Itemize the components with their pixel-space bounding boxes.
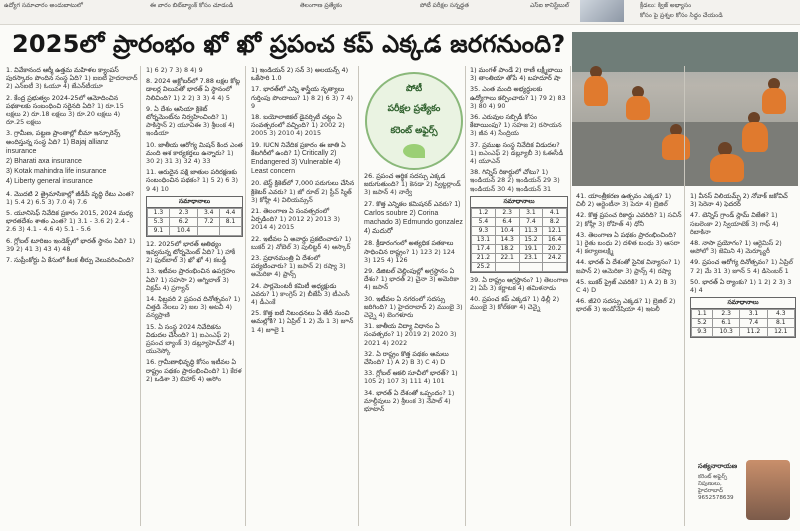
question-text: 4. మెుదటి 2 త్రైమాసికాల్లో జీడీపీ వృద్ధి రేటు ఎంత? [6,189,134,198]
answer-cell [519,262,543,271]
answer-cell [198,226,220,235]
answer-cell: 7.4 [519,217,543,226]
answer-table [470,196,568,273]
question-item [690,239,796,255]
question-item [251,207,356,232]
answer-cell: 8.1 [220,217,242,226]
answer-cell: 8.1 [767,319,794,328]
column-divider [465,66,466,526]
question-item [690,192,796,208]
question-text: 31. జాతీయ విద్యా విధానం ఏ సంవత్సరం? [364,322,440,339]
answer-cell: 5.4 [472,217,496,226]
question-item [576,297,682,313]
question-options: 1) జో రూట్ 2) స్టీవ్ స్మిత్ 3) కోహ్లీ 4) విలియమ్సన్ [251,187,352,204]
answer-cell: 13.1 [472,235,496,244]
question-text: 13. ఇటీవల ప్రారంభించిన ఉపగ్రహం ఏది? [146,267,235,284]
question-item [470,276,568,292]
question-text: 26. ప్రపంచ ఆర్థిక సదస్సు ఎక్కడ జరుగుతుంది? [364,172,446,189]
question-text: 28. క్రీడారంగంలో అత్యధిక పతకాలు సాధించిన రాష్ట్రం? [364,239,454,256]
question-text: 2. కేంద్ర ప్రభుత్వం 2024-25లో ఆమోదించిన పథకాలకు సంబంధించి సరైనది ఏది? [6,93,119,110]
question-options: 1) రైతు బంధు 2) దళిత బంధు 3) ఆసరా 4) కల్యాణలక్ష్మి [576,239,680,256]
question-options: 1) 39 2) 41 3) 43 4) 48 [6,236,136,253]
question-item [6,167,138,176]
question-text: 15. ఏ సంస్థ 2024 నివేదికను విడుదల చేసింది? [146,322,221,339]
question-text: 36. ఎరువుల సబ్సిడీ కోసం కేటాయింపు? [470,113,538,130]
answer-cell: 2.3 [169,208,197,217]
question-options: 1) ఢిల్లీ 2) ముంబై 3) కోల్‌కతా 4) చెన్నై [470,295,560,312]
question-text: 14. ఫిబ్రవరి 2 ప్రపంచ దినోత్సవం? [146,295,232,304]
answer-table [690,297,796,338]
headline: 2025లో ప్రారంభం ఖో ఖో ప్రపంచ కప్ ఎక్కడ జరగనుంది? [12,30,566,58]
question-item [251,254,356,279]
question-options: 1) 2012 2) 2013 3) 2014 4) 2015 [251,215,340,232]
question-item [364,239,463,264]
answer-cell [543,262,567,271]
question-text: 35. ఎంత మంది అభ్యర్థులకు ఉద్యోగాలు కల్పించారు? [470,85,543,102]
question-item [364,389,463,414]
question-options: 1) చిలీ 2) అర్జెంటీనా 3) పెరూ 4) బ్రెజిల్ [576,192,672,209]
question-text: 6. గ్లోబల్ టూరిజం ఇండెక్స్‌లో భారత్ స్థానం ఏది? [6,236,127,245]
question-item [146,267,243,292]
question-item [251,113,356,138]
answer-cell: 10.3 [712,328,739,337]
question-item [470,295,568,311]
question-text: 43. తెలంగాణ ఏ పథకం ప్రారంభించింది? [576,230,677,239]
answer-cell: 11.3 [519,226,543,235]
question-text: 38. గిన్నిస్ రికార్డులో చోటు? [470,168,540,177]
question-text: 48. నాసా ప్రయోగం? [690,239,743,248]
question-text: 19. IUCN నివేదిక ప్రకారం ఈ జాతి ఏ కేటగిరీలో ఉంది? [251,140,346,157]
question-text: 1. వివేకానంద ఆర్మీ ఉత్తమ మహిళల క్యాంపస్ పురస్కారం పొందిన సంస్థ ఏది? [6,66,119,83]
answer-cell [495,262,519,271]
question-text: 34. భారత్ ఏ దేశంతో ఒప్పందం? [364,388,446,397]
answer-cell: 24.2 [543,253,567,262]
question-options: 1) మాల్దీవులు 2) శ్రీలంక 3) నేపాల్ 4) భూటాన్ [364,388,455,414]
answer-cell: 4.3 [767,310,794,319]
question-text: 18. బయోలాజికల్ డైవర్సిటీ చట్టం ఏ సంవత్సరంలో వచ్చింది? [251,113,342,130]
question-options: 1) 6 2) 7 3) 8 4) 9 [146,66,203,74]
answer-cell: 12.1 [767,328,794,337]
answer-cell: 3.1 [519,208,543,217]
question-text: 47. టెన్నిస్ గ్రాండ్ స్లామ్ విజేత? [690,211,769,220]
question-item [576,278,682,294]
question-text: 7. సుప్రీంకోర్టు ఏ కేసులో కీలక తీర్పు వెలువరించింది? [6,256,135,265]
column-6 [576,192,682,526]
question-options: 2) Bharati axa insurance [6,158,82,166]
top-strip-text: క్రీడలు: క్విజ్ అభ్యాసం [640,2,692,9]
question-options: 1) ఐఐటీ హైదరాబాద్ 2) ఎన్‌ఐటీ 3) ఓయూ 4) జేఎన్‌టీయూ [6,74,138,91]
question-item [364,172,463,197]
answer-cell: 4.4 [220,208,242,217]
answer-cell: 4.1 [543,208,567,217]
answer-cell: 23.1 [519,253,543,262]
question-item [146,66,243,74]
question-options: 1) జపాన్ 2) అమెరికా 3) ఫ్రాన్స్ 4) రష్యా [576,258,681,275]
question-item [6,157,138,166]
answer-cell: 22.1 [495,253,519,262]
question-item [470,85,568,110]
answer-cell: 25.2 [472,262,496,271]
question-text: 11. అరుదైన పక్షి జాతుల పరిరక్షణకు సంబంధించిన పథకం? [146,168,237,185]
author-detail: కరెంట్ అఫైర్స్ నిపుణులు, హైదరాబాద్ 9652578639 [698,474,734,501]
column-2 [146,66,243,526]
answer-cell: 16.4 [543,235,567,244]
question-options: 1) A 2) B 3) C 4) D [386,358,446,367]
question-options: 1) భారత్ 2) చైనా 3) అమెరికా 4) జపాన్ [364,275,459,292]
answer-cell: 20.2 [543,244,567,253]
question-item [251,282,356,307]
author-block [698,458,796,528]
column-divider [358,66,359,526]
question-item [364,267,463,292]
kho-kho-photo [572,32,798,186]
question-text: 25. కొత్త ఐటీ నిబంధనలు ఏ తేదీ నుంచి అమల్లోకి? [251,309,350,326]
question-item [470,168,568,193]
column-divider [140,66,141,526]
question-item [364,295,463,320]
question-text: 24. పార్లమెంటరీ కమిటీ అధ్యక్షుడు ఎవరు? [251,281,337,298]
question-options: 1) 30 2) 31 3) 32 4) 33 [146,148,234,166]
question-item [146,358,243,383]
question-options: 1) బ్రెజిల్ 2) భారత్ 3) ఇండోనేషియా 4) ఇటలీ [576,297,676,314]
top-strip-text: ఈ వారం బిట్‌బ్యాంక్ కోసం చూడండి [150,2,234,9]
question-options: 1) ఐఎంఎఫ్ 2) ప్రపంచ బ్యాంక్ 3) డబ్ల్యూహెచ్‌వో 4) యునెస్కో [146,330,235,356]
author-photo [746,460,790,520]
top-strip-text: తెలంగాణ ప్రత్యేకం [300,2,343,9]
question-text: 23. ప్రధానమంత్రి ఏ దేశంలో పర్యటించారు? [251,254,321,271]
column-divider [570,66,571,526]
question-item [251,179,356,204]
question-options: 1) సచిన్ 2) కోహ్లీ 3) రోహిత్ 4) ధోనీ [576,211,682,228]
question-item [251,85,356,110]
answer-cell: 19.1 [519,244,543,253]
question-item [576,258,682,274]
question-text: 20. టెస్ట్ క్రికెట్‌లో 7,000 పరుగులు చేసిన క్రికెటర్ ఎవరు? [251,179,355,196]
question-item [364,350,463,366]
question-options: 1) కేరళ 2) ఒడిశా 3) బిహార్ 4) అసోం [146,366,242,383]
question-options: 1) ఏప్రిల్ 7 2) మే 31 3) జూన్ 5 4) డిసెంబర్ 1 [690,258,793,275]
question-options: 1) A 2) B 3) C 4) D [576,277,677,295]
question-options: 1) 3.1 - 3.6 2) 2.4 - 2.6 3) 4.1 - 4.6 4) 5.1 - 5.6 [6,217,130,234]
answer-cell: 5.3 [148,217,170,226]
question-item [364,200,463,237]
question-text: 1) వీనస్ విలియమ్స్ 2) నోవాక్ జకోవిచ్ 3) సెరెనా 4) ఫెదరర్ [690,192,788,209]
question-item [690,278,796,294]
question-options: 3) Kotak mahindra life insurance [6,168,107,176]
question-item [364,322,463,347]
column-5 [470,66,568,526]
leaf-icon [403,144,425,158]
question-options: 1) ఐఎంఎఫ్ 2) డబ్ల్యూబీ 3) ఓఈసీడీ 4) యూఎన్ [470,148,564,166]
question-text: 37. ప్రముఖ సంస్థ నివేదిక విడుదల? [470,140,560,149]
question-options: 1) ఇండియన్ 28 2) ఇండియన్ 29 3) ఇండియన్ 30 4) ఇండియన్ 31 [470,168,560,193]
answer-table-title: సమాధానాలు [471,197,567,208]
question-options: 1) 5 2) 6 3) 9 4) 10 [146,176,238,193]
question-text: 30. ఇటీవల ఏ నగరంలో సదస్సు జరిగింది? [364,294,446,311]
question-text: 41. యాంత్రీకరణ ఉత్సవం ఎక్కడ? [576,192,663,200]
answer-cell: 5.2 [692,319,713,328]
question-text: 45. బుకర్ ప్రైజ్ ఎవరికి? [576,277,638,286]
question-text: 10. జాతీయ ఆరోగ్య మిషన్ కింద ఎంత మంది ఆశ కార్యకర్తలు ఉన్నారు? [146,140,243,157]
question-text: 29. డిజిటల్ చెల్లింపుల్లో అగ్రస్థానం ఏ దేశం? [364,267,455,284]
answer-cell: 6.1 [712,319,739,328]
question-options: 1) తెలంగాణ 2) ఏపీ 3) కర్ణాటక 4) తమిళనాడు [470,275,568,293]
answer-cell: 3.4 [198,208,220,217]
question-options: 1) Critically 2) Endangered 3) Vulnerable 4) Least concern [251,149,341,176]
top-strip-text: కోసం పై ప్రశ్నల కోసం సిద్ధం చేయండి [640,12,723,19]
author-name: సత్యనారాయణ [698,462,738,470]
question-options: 1) ఏప్రిల్ 1 2) మే 1 3) జూన్ 1 4) జూలై 1 [251,317,354,334]
answer-cell: 6.2 [169,217,197,226]
question-item [146,141,243,166]
column-3 [251,66,356,526]
question-item [576,211,682,227]
answer-table-title: సమాధానాలు [147,197,242,208]
question-options: 1) 8 2) 6 3) 7 4) 9 [251,93,353,110]
answer-cell: 15.2 [519,235,543,244]
question-text: 3. గ్రామీణ, పట్టణ ప్రాంతాల్లో బీమా ఇన్సూరెన్స్ అందిస్తున్న సంస్థ ఏది? [6,129,121,146]
answer-cell: 11.2 [740,328,767,337]
question-options: 1) 105 2) 107 3) 111 4) 101 [364,369,458,386]
question-options: 1) చిత్తడి నేలలు 2) జల 3) అటవీ 4) వన్యప్రాణి [146,295,241,320]
question-item [6,129,138,156]
question-item [470,66,568,82]
question-options: 1) రూ.15 లక్షలు 2) రూ.18 లక్షలు 3) రూ.20 లక్షలు 4) రూ.25 లక్షలు [6,101,124,127]
question-item [690,211,796,236]
question-options: 1) సహసా 2) అగ్నిబాణ్ 3) విక్రమ్ 4) ప్రగ్యాన్ [146,275,229,292]
answer-cell: 12.1 [543,226,567,235]
question-options: 1) 2019 2) 2020 3) 2021 4) 2022 [364,330,457,347]
question-item [251,141,356,177]
question-text: 22. ఇటీవల ఏ అవార్డు ప్రకటించారు? [251,234,343,243]
question-text: 1) ఇండియన్ 2) సన్ 3) అలయన్స్ 4) ఒకేసారి 1.0 [251,66,349,83]
answer-cell: 21.2 [472,253,496,262]
answer-cell: 1.1 [692,310,713,319]
question-item [364,369,463,385]
question-options: 1) జపాన్ 2) రష్యా 3) అమెరికా 4) ఫ్రాన్స్ [251,262,346,279]
question-options: 1) 2002 2) 2005 3) 2010 4) 2015 [251,121,345,138]
badge-line: కరెంట్ అఫైర్స్ [390,126,438,136]
question-item [146,168,243,193]
question-options: 1) బుకర్ 2) నోబెల్ 3) పులిట్జర్ 4) ఆస్కార్ [251,234,352,251]
question-text: 16. గ్రామీణాభివృద్ధి కోసం ఇటీవల ఏ రాష్ట్రం పథకం ప్రారంభించింది? [146,358,237,375]
answer-cell: 7.2 [198,217,220,226]
question-item [470,113,568,138]
answer-cell: 6.4 [495,217,519,226]
question-item [576,231,682,256]
question-item [6,256,138,264]
badge-line: పరీక్షల ప్రత్యేకం [387,104,441,114]
question-text: 27. కొత్త ఎన్నికల కమిషనర్ ఎవరు? [364,199,453,208]
question-text: 49. ప్రపంచ ఆరోగ్య దినోత్సవం? [690,258,769,267]
answer-cell: 10.4 [169,226,197,235]
question-options: 1) కెనడా 2) స్విట్జర్లాండ్ 3) జపాన్ 4) నార్వే [364,180,461,197]
answer-table-title: సమాధానాలు [691,298,795,309]
answer-cell: 3.1 [740,310,767,319]
question-options: 1) Carlos soubre 2) Corina machado 3) Edmundo gonzalez 4) మదురో [364,200,463,236]
answer-cell: 1.2 [472,208,496,217]
question-item [251,235,356,251]
answer-cell: 18.2 [495,244,519,253]
question-item [470,141,568,166]
question-item [6,190,138,206]
question-options: 1) 2 2) 3 3) 4 4) 5 [173,93,230,102]
answer-cell: 9.1 [148,226,170,235]
question-options: 1) సహజ 2) రసాయన 3) జీవ 4) సేంద్రియ [470,121,562,138]
question-item [251,66,356,82]
answer-cell: 10.4 [495,226,519,235]
current-affairs-badge [365,72,463,170]
question-options: 1) Bajaj allianz insurance [6,138,109,155]
question-text: 9. ఏ దేశం ఆసియా క్రికెట్ టోర్నమెంట్‌ను నిర్వహించింది? [146,104,219,122]
question-text: 33. గ్లోబల్ ఆకలి సూచీలో భారత్? [364,369,450,378]
question-options: 1) 79 2) 83 3) 80 4) 90 [470,93,566,110]
question-options: 1) ఆర్టెమిస్ 2) అపోలో 3) జెమిని 4) మెర్క్యూరీ [690,239,782,256]
question-options: 1) హైదరాబాద్ 2) ముంబై 3) చెన్నై 4) బెంగళూరు [364,302,463,320]
column-divider [684,66,685,526]
question-item [6,94,138,127]
question-item [576,192,682,208]
column-divider [245,66,246,526]
top-strip-text: పోటీ పరీక్షల సన్నద్ధత [420,2,469,9]
question-options: 1) హాకీ 2) ఫుట్‌బాల్ 3) ఖో ఖో 4) కబడ్డీ [146,248,236,265]
question-item [146,77,243,102]
answer-cell: 7.4 [740,319,767,328]
top-strip-text: ఎస్‌ఐ కానిస్టేబుల్ [530,2,570,9]
column-4 [364,172,463,526]
question-item [6,177,138,186]
question-options: 1) 1 2) 2 3) 3 4) 4 [690,277,792,295]
answer-cell: 9.3 [692,328,713,337]
answer-cell: 2.3 [712,310,739,319]
question-text: 40. ప్రపంచ కప్ ఎక్కడ? [470,295,531,304]
top-strip [0,0,800,25]
question-options: 4) Liberty general insurance [6,178,93,186]
question-item [6,209,138,234]
answer-cell: 9.3 [472,226,496,235]
column-1 [6,66,138,526]
top-strip-text: ఉద్యోగ సమాచారం అందుబాటులో [4,2,83,9]
badge-line: పోటీ [405,84,423,94]
question-options: 1) సబలెంకా 2) స్వియాటెక్ 3) గాఫ్ 4) రిబాకినా [690,211,779,236]
question-text: 46. జీ20 సదస్సు ఎక్కడ? [576,297,643,306]
answer-cell: 2.3 [495,208,519,217]
question-text: 44. భారత్ ఏ దేశంతో సైనిక విన్యాసం? [576,258,672,267]
answer-cell: 1.3 [148,208,170,217]
question-item [146,240,243,265]
answer-cell: 8.2 [543,217,567,226]
question-text: 32. ఏ రాష్ట్రం కొత్త పథకం అమలు చేసింది? [364,349,449,367]
answer-cell: 14.3 [495,235,519,244]
answer-cell: 17.4 [472,244,496,253]
question-text: 12. 2025లో భారత్ ఆతిథ్యం ఇవ్వనున్న టోర్నమెంట్ ఏది? [146,239,222,257]
question-text: 1) మంగళ్ పాండే 2) రాణీ లక్ష్మీబాయి 3) తాంతియా తోపే 4) బహదూర్ షా [470,66,563,83]
question-text: 17. భారత్‌లో ఎన్ని శాస్త్రీయ నృత్యాలు గుర్తింపు పొందాయి? [251,85,345,102]
question-text: 42. కొత్త ప్రపంచ రికార్డు ఎవరిది? [576,211,657,220]
question-text: 21. తెలంగాణ ఏ సంవత్సరంలో ఏర్పడింది? [251,207,330,224]
answer-cell [220,226,242,235]
answer-table [146,196,243,237]
question-item [6,237,138,253]
question-item [146,323,243,356]
question-item [146,105,243,138]
question-options: 1) కాంగ్రెస్ 2) బీజేపీ 3) టీఎంసీ 4) డీఎంకే [251,289,350,307]
question-item [6,66,138,91]
question-item [251,309,356,334]
question-text: 8. 2024 అక్టోబర్‌లో 7.88 లక్షల కోట్ల డాలర్ల విలువతో భారత్ ఏ స్థానంలో నిలిచింది? [146,77,241,102]
question-item [690,258,796,274]
question-text: 5. యూనిసెఫ్ నివేదిక ప్రకారం 2015, 2024 మధ్య భారతదేశం శాతం ఎంత? [6,209,133,226]
column-7 [690,192,796,454]
question-item [146,295,243,320]
top-strip-thumbnail [580,0,624,22]
question-options: 1) 5.4 2) 6.5 3) 7.0 4) 7.6 [6,197,88,206]
question-text: 39. ఏ రాష్ట్రం అగ్రస్థానం? [470,275,534,284]
question-text: 50. భారత్ ఏ ర్యాంకు? [690,277,748,286]
question-options: 1) పాకిస్తాన్ 2) యూఏఈ 3) శ్రీలంక 4) ఇండియా [146,113,235,138]
question-options: 1) 123 2) 124 3) 125 4) 126 [364,247,455,264]
